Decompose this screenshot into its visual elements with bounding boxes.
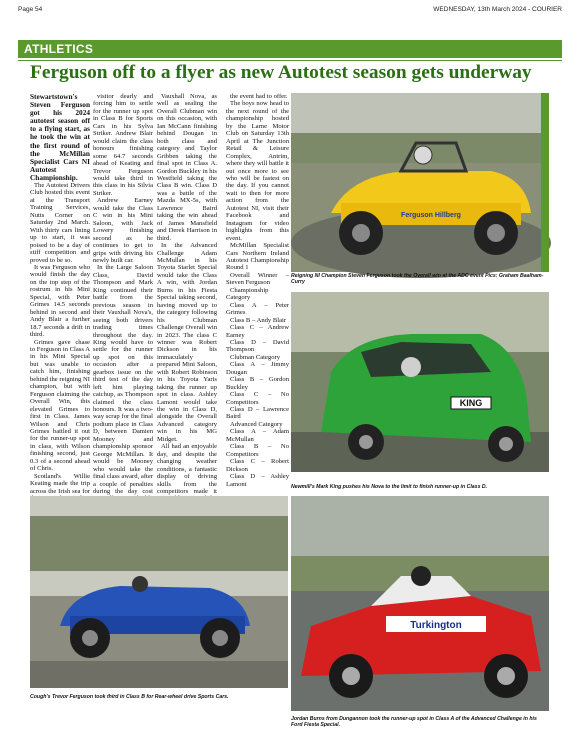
paragraph: In the Large Saloon Class, David Thompson and Mark King continued their battle from the previous season in their Vauxhall Nova's, seeing both drivers trading times throughout the day. King would have to settle for the runner up spot on this occasion after a gearbox issue on the third test of the day left him playing catchup, as Thompson claimed the class honours. It was a two-way scrap for the final podium place in Class D, between Damien Mooney and championship sponsor George McMillan. It would be Mooney who would take the final class award, after a couple of penalties during the day cost [93, 264, 153, 496]
photo-green-nova [291, 292, 549, 472]
paragraph: Scotland's Willie Keating made the trip across the Irish sea for [30, 472, 90, 495]
article-column-3 [157, 93, 217, 496]
green-nova-illustration [291, 292, 549, 472]
result-line: McMillan Specialist Cars Northern Ireland Autotest Championship Round 1 [226, 242, 289, 272]
blue-car-illustration [30, 496, 288, 688]
paragraph: The Autotest Drivers Club hosted this event at the Transport Training Services, Nutts Corner on Saturday 2nd March. With thirty cars lining up to start, it was poised to be a day of stiff competition and proved to be so. [30, 182, 90, 264]
section-band [18, 40, 562, 58]
result-line: Class B – Gordon Buckley [226, 376, 289, 391]
page-number: Page 54 [18, 6, 43, 13]
car4-side-text: Turkington [410, 620, 462, 631]
result-line: Class D – Lawrence Baird [226, 406, 289, 421]
caption-photo-4: Jordan Burns from Dungannon took the runner-up spot in Class A of the Advanced Challenge in his Ford Fiesta Special. [291, 716, 537, 729]
result-line: Class D – Ashley Lamont [226, 473, 289, 488]
result-line: Clubman Category [230, 353, 280, 361]
paragraph: visitor dearly and forcing him to settle for the runner up spot in Class B for Sports Cars in his Sylva Striker. Andrew Blair would claim the class honours finishing some 64.7 seconds ahead of Keating and Trevor Ferguson would take third in this class in his Silvia Striker. [93, 93, 153, 197]
caption-photo-3: Cough's Trevor Ferguson took third in Class B for Rear-wheel drive Sports Cars. [30, 694, 229, 700]
caption-photo-2: Newmill's Mark King pushes his Nova to the limit to finish runner-up in Class D. [291, 484, 488, 490]
paragraph: Grimes gave chase to Ferguson in Class A in his Mini Special but was unable to catch him, finishing behind the reigning NI champion, but with Ferguson claiming the Overall Win, this elevated Grimes to first in Class. James Wilson and Chris Grimes battled it out for the runner-up spot in class, with Wilson finishing second, just 0.3 of a second ahead of Chris. [30, 338, 90, 473]
page-header [18, 4, 562, 16]
photo-blue-car [30, 496, 288, 688]
result-line: Class D – David Thompson [226, 338, 289, 354]
result-line: Class A – Peter Grimes [226, 301, 289, 317]
result-line: Class A – Adam McMullan [226, 428, 289, 443]
article-column-2 [93, 93, 153, 496]
result-line: Class B – No Competitors [226, 443, 289, 458]
paragraph: Andrew Earney would take the Class C win in his Mini Saloon, with Jack Lowery finishing second as he continues to get to grips with driving his newly built car. [93, 197, 153, 264]
article-column-4 [226, 93, 289, 488]
paragraph: The boys now head to the next round of the championship hosted by the Larne Motor Club on Saturday 13th April at The Junction Retail & Leisure Complex, Antrim, where they will battle it out once more to see who will be fastest on the day. If you cannot wait to then for more action from the Autotest NI, visit their Facebook and Instagram for video highlights from this event. [226, 100, 289, 242]
paragraph: All had an enjoyable day, and despite the changing weather conditions, a fantastic display of driving skills from the competitors made it [157, 443, 217, 496]
section-title: ATHLETICS [24, 42, 94, 56]
result-line: Advanced Category [230, 420, 283, 428]
result-line: Championship Category [226, 286, 269, 302]
photo-red-fiesta [291, 496, 549, 711]
paragraph: the event had to offer. [230, 93, 288, 100]
caption-photo-1: Reigning NI Champion Steven Ferguson took the Overall win at the ADC event Pics: Graham Baalham-Curry [291, 273, 544, 286]
red-fiesta-illustration [291, 496, 549, 711]
result-line: Class C – Robert Dickson [226, 458, 289, 473]
result-line: Class A – Jimmy Dougan [226, 361, 289, 376]
paragraph: In the Advanced Challenge Adam McMullan in his Toyota Starlet Special would take the Class A win, with Jordan Burns in his Fiesta Special taking second, having moved up to the category following his Clubman Challenge Overall win in 2023. The class C winner was Robert Dickson in his immaculately prepared Mini Saloon, with Robert Robinson in his Toyota Yaris taking the runner up spot in class. Ashley Lamont would take the win in Class D, alongside the Overall Advanced category win in his MG Midget. [157, 242, 217, 443]
car1-stripe-text: Ferguson Hillberg [401, 212, 461, 219]
photo-yellow-car [291, 93, 549, 272]
article-column-1 [30, 92, 90, 495]
headline: Ferguson off to a flyer as new Autotest season gets underway [30, 62, 532, 83]
paragraph: It was Ferguson who would finish the day on the top step of the rostrum in his Mini Special, with Peter Grimes 14.5 seconds behind in second and Andy Blair a further 18.7 seconds a drift in third. [30, 264, 90, 339]
paragraph: Stewartstown's Steven Ferguson got his 2024 autotest season off to a flying start, as he took the win at the first round of the McMillan Specialist Cars NI Autotest Championship. [30, 92, 90, 182]
issue-date: WEDNESDAY, 13th March 2024 - COURIER [433, 6, 562, 13]
result-line: Overall Winner – Steven Ferguson [226, 271, 289, 287]
result-line: Class B – Andy Blair [230, 316, 287, 324]
result-line: Class C – Andrew Earney [226, 324, 289, 339]
car2-plate-text: KING [459, 398, 483, 408]
paragraph: Vauxhall Nova, as well as sealing the Overall Clubman win on this occasion, with Ian McCann finishing behind Dougan in both class and category and Taylor Gribben taking the final spot in Class A. Gordon Buckley in his Westfield taking the Class B win. Class D was a battle of the Mazda MX-5s, with Lawrence Baird taking the win ahead of James Mansfield and Derek Harrison in third. [157, 93, 217, 242]
result-line: Class C – No Competitors [226, 391, 289, 406]
yellow-car-illustration [291, 93, 549, 272]
